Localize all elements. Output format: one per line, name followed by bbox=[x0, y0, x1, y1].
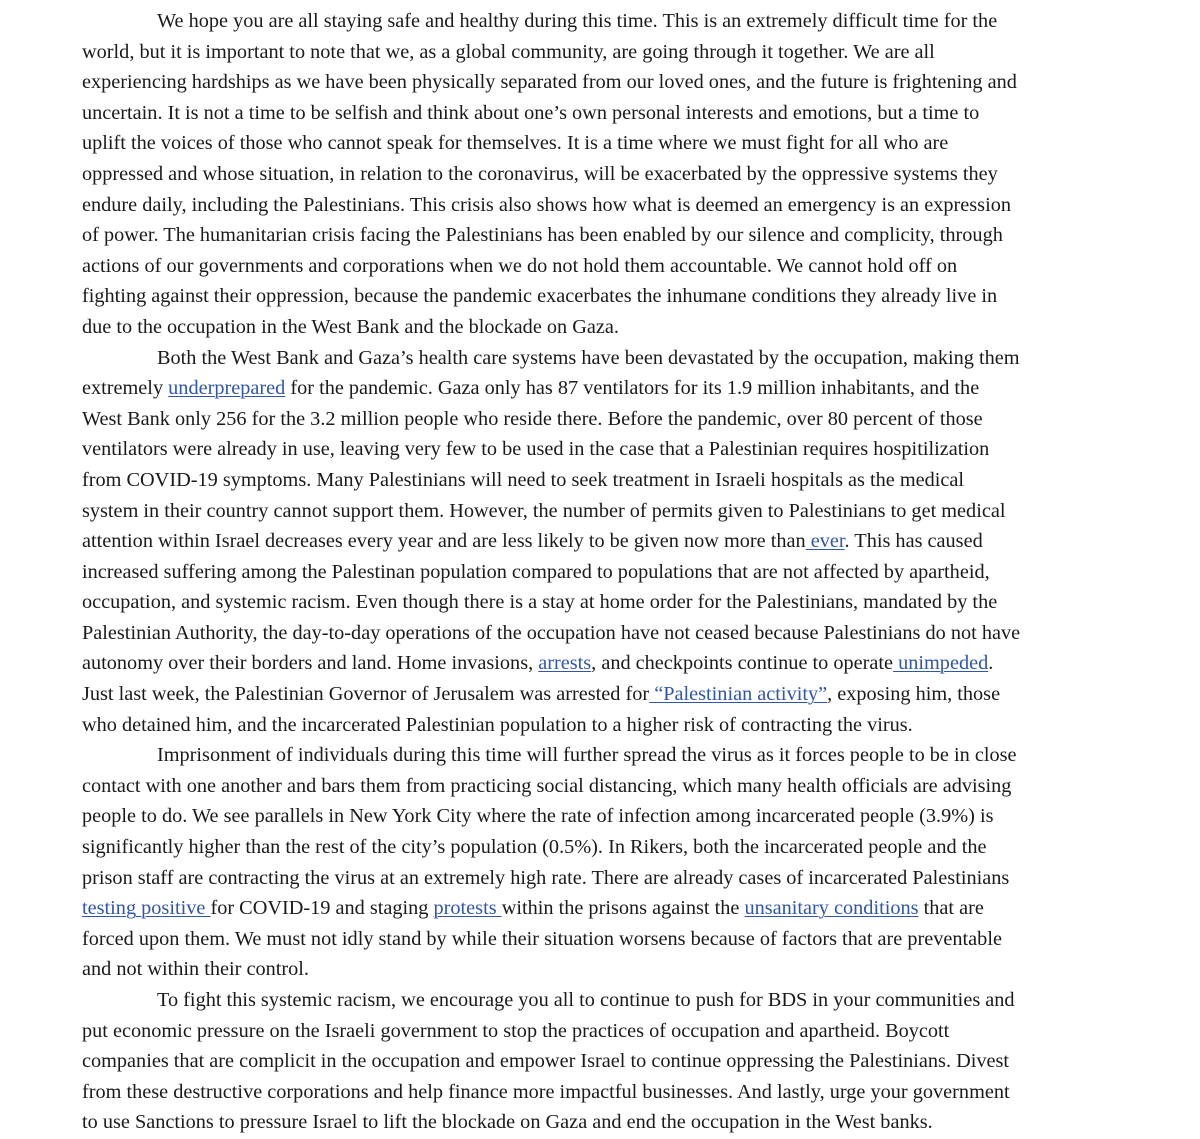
hyperlink[interactable]: ever bbox=[805, 530, 845, 553]
text-line bbox=[82, 1107, 1142, 1138]
text-line bbox=[82, 1016, 1142, 1047]
text-line bbox=[82, 281, 1142, 312]
text-segment: To fight this systemic racism, we encourage you all to continue to push for BDS in your communities and bbox=[157, 989, 1015, 1011]
document-body bbox=[82, 6, 1142, 1138]
text-segment: from COVID-19 symptoms. Many Palestinians will need to seek treatment in Israeli hospitals as the medical bbox=[82, 468, 965, 491]
hyperlink[interactable]: underprepared bbox=[168, 377, 286, 400]
paragraph bbox=[82, 740, 1142, 985]
text-line bbox=[82, 312, 1142, 343]
text-segment: to use Sanctions to pressure Israel to lift the blockade on Gaza and end the occupation in the West banks. bbox=[82, 1111, 933, 1134]
text-segment: world, but it is important to note that we, as a global community, are going through it together. We are all bbox=[82, 40, 935, 63]
text-line bbox=[82, 67, 1142, 98]
text-line bbox=[82, 98, 1142, 129]
text-segment: system in their country cannot support them. However, the number of permits given to Palestinians to get medical bbox=[82, 499, 1006, 522]
text-segment: significantly higher than the rest of the city’s population (0.5%). In Rikers, both the incarcerated people and the bbox=[82, 836, 987, 859]
paragraph bbox=[82, 6, 1142, 343]
text-line bbox=[82, 924, 1142, 955]
text-segment: attention within Israel decreases every year and are less likely to be given now more than bbox=[82, 530, 806, 553]
text-line bbox=[82, 618, 1142, 649]
text-segment: actions of our governments and corporations when we do not hold them accountable. We cannot hold off on bbox=[82, 254, 958, 277]
hyperlink[interactable]: arrests bbox=[538, 652, 592, 675]
text-line bbox=[82, 251, 1142, 282]
text-line bbox=[82, 893, 1142, 924]
text-segment: from these destructive corporations and help finance more impactful businesses. And lastly, urge your government bbox=[82, 1080, 1010, 1103]
text-line bbox=[82, 496, 1142, 527]
text-segment: , and checkpoints continue to operate bbox=[591, 652, 894, 675]
text-segment: due to the occupation in the West Bank and the blockade on Gaza. bbox=[82, 315, 619, 338]
text-line bbox=[82, 190, 1142, 221]
text-segment: of power. The humanitarian crisis facing the Palestinians has been enabled by our silence and complicity, through bbox=[82, 224, 1003, 247]
text-segment: Just last week, the Palestinian Governor of Jerusalem was arrested for bbox=[82, 683, 650, 706]
text-line bbox=[82, 863, 1142, 894]
text-segment: oppressed and whose situation, in relation to the coronavirus, will be exacerbated by the oppressive systems they bbox=[82, 162, 998, 185]
text-line bbox=[82, 404, 1142, 435]
text-line bbox=[82, 1077, 1142, 1108]
text-line bbox=[82, 710, 1142, 741]
text-segment: uplift the voices of those who cannot speak for themselves. It is a time where we must fight for all who are bbox=[82, 132, 949, 155]
text-line bbox=[82, 557, 1142, 588]
text-line bbox=[82, 801, 1142, 832]
text-line bbox=[82, 740, 1142, 771]
text-segment: prison staff are contracting the virus at an extremely high rate. There are already cases of incarcerated Palestinians bbox=[82, 866, 1010, 889]
text-segment: West Bank only 256 for the 3.2 million people who reside there. Before the pandemic, over 80 percent of those bbox=[82, 407, 983, 430]
text-segment: uncertain. It is not a time to be selfish and think about one’s own personal interests and emotions, but a time to bbox=[82, 101, 980, 124]
text-line bbox=[82, 954, 1142, 985]
text-segment: occupation, and systemic racism. Even though there is a stay at home order for the Palestinians, mandated by the bbox=[82, 591, 998, 614]
text-segment: that are bbox=[918, 897, 984, 920]
text-line bbox=[82, 648, 1142, 679]
text-segment: for COVID-19 and staging bbox=[210, 897, 434, 920]
text-segment: put economic pressure on the Israeli government to stop the practices of occupation and apartheid. Boycott bbox=[82, 1019, 950, 1042]
text-line bbox=[82, 771, 1142, 802]
text-segment: and not within their control. bbox=[82, 958, 309, 981]
text-segment: forced upon them. We must not idly stand by while their situation worsens because of factors that are preventable bbox=[82, 927, 1002, 950]
text-line bbox=[82, 587, 1142, 618]
text-line bbox=[82, 832, 1142, 863]
text-line bbox=[82, 985, 1142, 1016]
text-segment: who detained him, and the incarcerated Palestinian population to a higher risk of contracting the virus. bbox=[82, 713, 913, 736]
text-segment: Imprisonment of individuals during this time will further spread the virus as it forces people to be in close bbox=[157, 744, 1017, 767]
hyperlink[interactable]: testing positive bbox=[82, 897, 211, 920]
text-segment: increased suffering among the Palestinan population compared to populations that are not affected by apartheid, bbox=[82, 560, 990, 583]
text-segment: , exposing him, those bbox=[827, 683, 1001, 706]
text-line bbox=[82, 373, 1142, 404]
text-segment: Both the West Bank and Gaza’s health care systems have been devastated by the occupation, making them bbox=[157, 346, 1020, 369]
text-segment: contact with one another and bars them from practicing social distancing, which many health officials are advising bbox=[82, 774, 1012, 797]
text-line bbox=[82, 526, 1142, 557]
text-segment: extremely bbox=[82, 377, 169, 400]
hyperlink[interactable]: unsanitary conditions bbox=[744, 897, 919, 920]
text-line bbox=[82, 220, 1142, 251]
text-segment: endure daily, including the Palestinians. This crisis also shows how what is deemed an emergency is an expression bbox=[82, 193, 1011, 216]
text-segment: within the prisons against the bbox=[501, 897, 745, 920]
text-segment: companies that are complicit in the occupation and empower Israel to continue oppressing the Palestinians. Divest bbox=[82, 1050, 1010, 1073]
text-line bbox=[82, 128, 1142, 159]
text-segment: fighting against their oppression, because the pandemic exacerbates the inhumane conditions they already live in bbox=[82, 285, 998, 308]
hyperlink[interactable]: “Palestinian activity” bbox=[649, 683, 828, 706]
text-segment: ventilators were already in use, leaving very few to be used in the case that a Palestinian requires hospitilization bbox=[82, 438, 990, 461]
text-segment: for the pandemic. Gaza only has 87 ventilators for its 1.9 million inhabitants, and the bbox=[285, 377, 980, 400]
text-segment: autonomy over their borders and land. Home invasions, bbox=[82, 652, 539, 675]
text-segment: We hope you are all staying safe and healthy during this time. This is an extremely difficult time for the bbox=[157, 10, 998, 32]
text-segment: . bbox=[988, 652, 994, 675]
hyperlink[interactable]: unimpeded bbox=[893, 652, 989, 675]
text-segment: Palestinian Authority, the day-to-day operations of the occupation have not ceased because Palestinians do not have bbox=[82, 621, 1021, 644]
paragraph bbox=[82, 343, 1142, 741]
text-line bbox=[82, 434, 1142, 465]
hyperlink[interactable]: protests bbox=[433, 897, 502, 920]
text-line bbox=[82, 37, 1142, 68]
text-line bbox=[82, 1046, 1142, 1077]
text-line bbox=[82, 6, 1142, 37]
text-segment: experiencing hardships as we have been physically separated from our loved ones, and the future is frightening and bbox=[82, 71, 1017, 94]
text-line bbox=[82, 159, 1142, 190]
text-segment: . This has caused bbox=[844, 530, 983, 553]
text-line bbox=[82, 679, 1142, 710]
text-segment: people to do. We see parallels in New York City where the rate of infection among incarcerated people (3.9%) is bbox=[82, 805, 994, 828]
text-line bbox=[82, 343, 1142, 374]
paragraph bbox=[82, 985, 1142, 1138]
text-line bbox=[82, 465, 1142, 496]
